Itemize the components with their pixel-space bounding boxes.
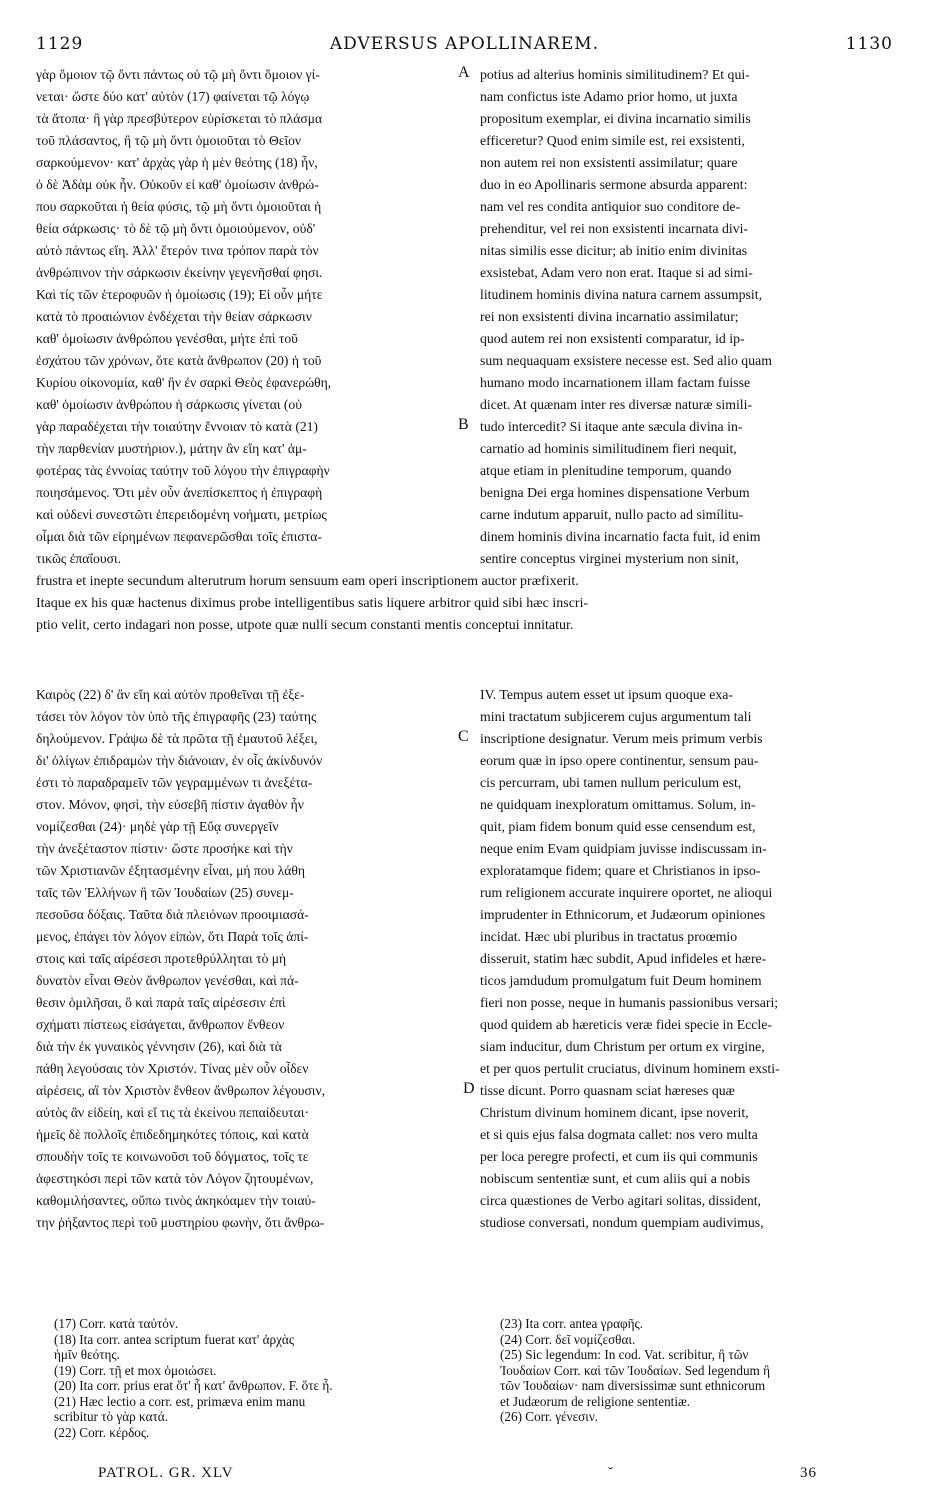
greek-text-line: σαρκούμενον· κατ' ἀρχὰς γὰρ ἡ μὲν θεότης (18) ἦν, bbox=[36, 155, 318, 170]
latin-text-line: efficeretur? Quod enim simile est, rei exsistenti, bbox=[480, 133, 745, 148]
latin-text-line: dicet. At quænam inter res diversæ naturæ simili- bbox=[480, 397, 753, 412]
latin-text-line: Itaque ex his quæ hactenus diximus probe intelligentibus satis liquere arbitror quid sibi hæc inscri- bbox=[36, 596, 589, 611]
footnote-line: (25) Sic legendum: In cod. Vat. scribitur, ἢ τῶν bbox=[500, 1347, 749, 1362]
latin-text-line: disseruit, statim hæc subdit, Apud infideles et hære- bbox=[480, 951, 767, 966]
greek-column-section-2 bbox=[36, 684, 456, 1234]
footnote-line: (19) Corr. τῇ et mox ὁμοιώσει. bbox=[54, 1362, 217, 1378]
greek-text-line: ἀνθρώπινον τὴν σάρκωσιν ἐκείνην γεγενῆσθαί φησι. bbox=[36, 265, 323, 280]
latin-text-line: IV. Tempus autem esset ut ipsum quoque exa- bbox=[480, 687, 733, 702]
footnote-line: (20) Ita corr. prius erat ὅτ' ἦ κατ' ἄνθρωπον. F. ὅτε ἦ. bbox=[54, 1378, 333, 1393]
greek-text-line: στοις καὶ ταῖς αἱρέσεσι προτεθρύλληται τὸ μὴ bbox=[36, 951, 287, 966]
greek-text-line: νομίζεσθαι (24)· μηδὲ γὰρ τῇ Εὔᾳ συνεργεῖν bbox=[36, 819, 279, 834]
greek-text-line: αὐτὸ πάντως εἴη. Ἀλλ' ἕτερόν τινα τρόπον παρὰ τὸν bbox=[36, 243, 319, 258]
greek-text-line: ταῖς τῶν Ἑλλήνων ἢ τῶν Ἰουδαίων (25) συνεμ- bbox=[36, 885, 294, 900]
greek-text-line: Καιρὸς (22) δ' ἂν εἴη καὶ αὐτὸν προθεῖναι τῇ ἐξε- bbox=[36, 687, 305, 702]
greek-text-line: κατὰ τὸ προαιώνιον ἐνδέχεται τὴν θείαν σάρκωσιν bbox=[36, 309, 312, 324]
footnote-line: (18) Ita corr. antea scriptum fuerat κατ' ἀρχὰς bbox=[54, 1331, 295, 1347]
latin-text-line: rei non exsistenti divina incarnatio assimilatur; bbox=[480, 309, 739, 324]
latin-text-line: incidat. Hæc ubi pluribus in tractatus proœmio bbox=[480, 929, 738, 944]
latin-text-line: duo in eo Apollinaris sermone absurda apparent: bbox=[480, 177, 748, 192]
latin-text-line: rum religionem accurate inquirere oportet, ne alioqui bbox=[480, 885, 773, 900]
latin-text-line: sentire conceptus virginei mysterium non sinit, bbox=[480, 551, 739, 566]
margin-marker-b: B bbox=[458, 416, 469, 433]
greek-text-line: τῶν Χριστιανῶν ἐξητασμένην εἶναι, μή που λάθη bbox=[36, 863, 306, 878]
footnote-line: et Judæorum de religione sententiæ. bbox=[500, 1393, 691, 1409]
greek-text-line: δηλούμενον. Γράψω δὲ τὰ πρῶτα τῇ ἐμαυτοῦ λέξει, bbox=[36, 731, 318, 746]
greek-text-line: Καὶ τίς τῶν ἑτεροφυῶν ἡ ὁμοίωσις (19); Εἰ οὖν μήτε bbox=[36, 287, 323, 302]
latin-text-line: litudinem hominis divina natura carnem assumpsit, bbox=[480, 287, 763, 302]
greek-text-line: καθομιλήσαντες, οὔπω τινὸς ἀκηκόαμεν τὴν τοιαύ- bbox=[36, 1193, 316, 1208]
latin-text-line: humano modo incarnationem illam factam fuisse bbox=[480, 375, 751, 390]
footnotes-left bbox=[54, 1316, 474, 1440]
latin-text-line: carne indutum apparuit, nullo pacto ad simílitu- bbox=[480, 507, 744, 522]
greek-text-line: τοῦ πλάσαντος, ἢ τῷ μὴ ὄντι ὁμοιοῦται τὸ Θεῖον bbox=[36, 133, 302, 148]
greek-column-section-1 bbox=[36, 64, 456, 570]
latin-text-line: et per quos pertulit cruciatus, divinum hominem exsti- bbox=[480, 1061, 780, 1076]
footnote-line: Ἰουδαίων Corr. καὶ τῶν Ἰουδαίων. Sed legendum ἢ bbox=[500, 1362, 771, 1378]
margin-marker-d: D bbox=[463, 1080, 475, 1097]
greek-text-line: μενος, ἐπάγει τὸν λόγον εἰπὼν, ὅτι Παρὰ τοῖς ἀπί- bbox=[36, 929, 309, 944]
greek-text-line: αἱρέσεις, αἳ τὸν Χριστὸν ἔνθεον ἄνθρωπον λέγουσιν, bbox=[36, 1083, 326, 1098]
greek-text-line: Κυρίου οἰκονομία, καθ' ἣν ἐν σαρκὶ Θεὸς ἐφανερώθη, bbox=[36, 375, 332, 390]
latin-text-line: benigna Dei erga homines dispensatione Verbum bbox=[480, 485, 750, 500]
latin-text-line: nam confictus iste Adamo prior homo, ut juxta bbox=[480, 89, 738, 104]
latin-text-line: fieri non posse, neque in humanis passionibus versari; bbox=[480, 995, 779, 1010]
latin-text-line: inscriptione designatur. Verum meis primum verbis bbox=[480, 731, 763, 746]
greek-text-line: νεται· ὥστε δύο κατ' αὐτὸν (17) φαίνεται τῷ λόγῳ bbox=[36, 89, 310, 104]
greek-text-line: γὰρ παραδέχεται τὴν τοιαύτην ἔννοιαν τὸ κατὰ (21) bbox=[36, 419, 318, 434]
column-number-left: 1129 bbox=[36, 34, 84, 54]
latin-text-line: nitas similis esse dicitur; ab initio enim divinitas bbox=[480, 243, 748, 258]
greek-text-line: τὰ ἄτοπα· ἢ γὰρ πρεσβύτερον εὑρίσκεται τὸ πλάσμα bbox=[36, 111, 323, 126]
signature-number: 36 bbox=[800, 1465, 817, 1481]
latin-text-line: ne quidquam inexploratum omittamus. Solum, in- bbox=[480, 797, 756, 812]
greek-text-line: τάσει τὸν λόγον τὸν ὑπὸ τῆς ἐπιγραφῆς (23) ταύτης bbox=[36, 709, 317, 724]
footnote-line: τῶν Ἰουδαίων· nam diversissimæ sunt ethnicorum bbox=[500, 1378, 766, 1393]
greek-text-line: πεσοῦσα δόξαις. Ταῦτα διὰ πλειόνων προοιμιασά- bbox=[36, 907, 309, 922]
latin-text-line: neque enim Evam quidpiam juvisse indiscussam in- bbox=[480, 841, 767, 856]
latin-text-line: siam inducitur, dum Christum per ortum ex virgine, bbox=[480, 1039, 765, 1054]
margin-marker-a: A bbox=[458, 64, 470, 81]
footnote-line: (22) Corr. κέρδος. bbox=[54, 1424, 150, 1440]
latin-text-line: potius ad alterius hominis similitudinem? Et qui- bbox=[480, 67, 750, 82]
latin-column-section-2 bbox=[480, 684, 890, 1234]
greek-text-line: δυνατὸν εἶναι Θεὸν ἄνθρωπον γενέσθαι, καὶ πά- bbox=[36, 973, 299, 988]
latin-text-line: atque etiam in plenitudine temporum, quando bbox=[480, 463, 732, 478]
latin-text-line: carnatio ad hominis similitudinem fieri nequit, bbox=[480, 441, 737, 456]
greek-text-line: στον. Μόνον, φησὶ, τὴν εὐσεβῆ πίστιν ἀγαθὸν ἦν bbox=[36, 797, 304, 812]
greek-text-line: ὁ δὲ Ἀδὰμ οὐκ ἦν. Οὐκοῦν εἰ καθ' ὁμοίωσιν ἀνθρώ- bbox=[36, 177, 319, 192]
latin-text-line: tisse dicunt. Porro quasnam sciat hæreses quæ bbox=[480, 1083, 735, 1098]
latin-text-line: exploratamque fidem; quare et Christianos in ipso- bbox=[480, 863, 761, 878]
greek-text-line: που σαρκοῦται ἡ θεία φύσις, τῷ μὴ ὄντι ὁμοιοῦται ἡ bbox=[36, 199, 322, 214]
latin-text-line: cis percurram, ubi tamen nullum periculum est, bbox=[480, 775, 742, 790]
page-footer bbox=[98, 1465, 817, 1489]
greek-text-line: ἐσχάτου τῶν χρόνων, ὅτε κατὰ ἄνθρωπον (20) ἡ τοῦ bbox=[36, 353, 322, 368]
greek-text-line: την ῥήξαντος περὶ τοῦ μυστηρίου φωνὴν, ὅτι ἄνθρω- bbox=[36, 1215, 325, 1230]
latin-text-line: quod quidem ab hæreticis veræ fidei specie in Eccle- bbox=[480, 1017, 772, 1032]
running-title: ADVERSUS APOLLINAREM. bbox=[329, 34, 600, 54]
greek-text-line: καθ' ὁμοίωσιν ἀνθρώπου γενέσθαι, μήτε ἐπὶ τοῦ bbox=[36, 331, 298, 346]
footnote-line: (23) Ita corr. antea γραφῆς. bbox=[500, 1316, 644, 1331]
footnote-line: scribitur τὸ γὰρ κατά. bbox=[54, 1409, 168, 1424]
latin-text-line: prehenditur, vel rei non exsistenti incarnata divi- bbox=[480, 221, 749, 236]
greek-text-line: ἀφεστηκόσι περὶ τῶν κατὰ τὸν Λόγον ζητουμένων, bbox=[36, 1171, 314, 1186]
greek-text-line: ἡμεῖς δὲ πολλοῖς ἐπιδεδημηκότες τόποις, καὶ κατὰ bbox=[36, 1127, 309, 1142]
greek-text-line: θεσιν ὁμιλῆσαι, ὃ καὶ παρὰ ταῖς αἱρέσεσιν ἐπὶ bbox=[36, 995, 286, 1010]
footnote-line: (21) Hæc lectio a corr. est, primæva enim manu bbox=[54, 1393, 306, 1409]
latin-text-line: imprudenter in Ethnicorum, et Judæorum opiniones bbox=[480, 907, 766, 922]
greek-text-line: σχήματι πίστεως εἰσάγεται, ἄνθρωπον ἔνθεον bbox=[36, 1017, 285, 1032]
greek-text-line: καὶ οὐδενὶ συνεστῶτι ἐπερειδομένη νοήματι, μετρίως bbox=[36, 507, 327, 522]
footnote-line: (26) Corr. γένεσιν. bbox=[500, 1409, 599, 1424]
latin-text-line: circa quæstiones de Verbo agitari solitas, dissident, bbox=[480, 1193, 761, 1208]
latin-text-line: non autem rei non exsistenti assimilatur; quare bbox=[480, 155, 738, 170]
latin-text-line: quod autem rei non exsistenti comparatur, id ip- bbox=[480, 331, 745, 346]
latin-text-line: sum nequaquam exsistere necesse est. Sed alio quam bbox=[480, 353, 772, 368]
latin-text-line: dinem hominis divina incarnatio facta fuit, id enim bbox=[480, 529, 761, 544]
latin-text-line: Christum divinum hominem dicant, ipse noverit, bbox=[480, 1105, 749, 1120]
greek-text-line: τὴν ἀνεξέταστον πίστιν· ὥστε προσήκε καὶ τὴν bbox=[36, 841, 293, 856]
greek-text-line: ἐστι τὸ παραδραμεῖν τῶν γεγραμμένων τι ἀνεξέτα- bbox=[36, 775, 313, 790]
greek-text-line: πάθη λεγούσαις τὸν Χριστόν. Τίνας μὲν οὖν οἶδεν bbox=[36, 1061, 309, 1076]
margin-marker-c: C bbox=[458, 728, 469, 745]
greek-text-line: καθ' ὁμοίωσιν ἀνθρώπου ἡ σάρκωσις γίνεται (οὐ bbox=[36, 397, 302, 412]
latin-text-line: tudo intercedit? Si itaque ante sæcula divina in- bbox=[480, 419, 743, 434]
latin-text-line: nam vel res condita antiquior suo conditore de- bbox=[480, 199, 741, 214]
footnote-line: (17) Corr. κατὰ ταὐτόν. bbox=[54, 1316, 179, 1331]
greek-text-line: φοτέρας τὰς ἐννοίας ταύτην τοῦ λόγου τὴν ἐπιγραφὴν bbox=[36, 463, 330, 478]
latin-text-line: frustra et inepte secundum alterutrum horum sensuum eam operi inscriptionem auctor præfixerit. bbox=[36, 574, 579, 589]
latin-full-width-continuation bbox=[36, 571, 891, 637]
footnote-line: ἡμῖν θεότης. bbox=[54, 1347, 120, 1362]
footer-mark: ˘ bbox=[608, 1465, 614, 1481]
latin-text-line: quit, piam fidem bonum quid esse censendum est, bbox=[480, 819, 756, 834]
greek-text-line: τικῶς ἐπαΐουσι. bbox=[36, 551, 121, 566]
greek-text-line: ποιησάμενος. Ὅτι μὲν οὖν ἀνεπίσκεπτος ἡ ἐπιγραφὴ bbox=[36, 485, 323, 500]
latin-text-line: ticos jamdudum promulgatum fuit Deum hominem bbox=[480, 973, 762, 988]
footer-volume: PATROL. GR. XLV bbox=[98, 1465, 234, 1481]
greek-text-line: γὰρ ὅμοιον τῷ ὄντι πάντως οὐ τῷ μὴ ὄντι ὅμοιον γί- bbox=[36, 67, 320, 82]
column-number-right: 1130 bbox=[845, 34, 893, 54]
greek-text-line: αὐτὸς ἂν εἰδείη, καὶ εἴ τις τὰ ἐκείνου πεπαίδευται· bbox=[36, 1105, 309, 1120]
latin-text-line: eorum quæ in ipso opere continentur, sensum pau- bbox=[480, 753, 759, 768]
latin-text-line: nobiscum sententiæ sunt, et cum aliis qui a nobis bbox=[480, 1171, 751, 1186]
latin-text-line: mini tractatum subjicerem cujus argumentum tali bbox=[480, 709, 752, 724]
latin-text-line: studiose conversati, nondum quempiam audivimus, bbox=[480, 1215, 764, 1230]
latin-column-section-1 bbox=[480, 64, 890, 570]
greek-text-line: διὰ τὴν ἐκ γυναικὸς γέννησιν (26), καὶ διὰ τὰ bbox=[36, 1039, 282, 1054]
running-header bbox=[36, 34, 893, 58]
greek-text-line: θεία σάρκωσις· τὸ δὲ τῷ μὴ ὄντι ὁμοιούμενον, οὐδ' bbox=[36, 221, 316, 236]
footnote-line: (24) Corr. δεῖ νομίζεσθαι. bbox=[500, 1331, 636, 1347]
greek-text-line: δι' ὀλίγων ἐπιδραμὼν τὴν διάνοιαν, ἐν οἷς ἀκίνδυνόν bbox=[36, 753, 323, 768]
latin-text-line: exsistebat, Adam vero non erat. Itaque si ad simi- bbox=[480, 265, 753, 280]
footnotes-right bbox=[500, 1316, 900, 1425]
latin-text-line: propositum exemplar, ei divina incarnatio similis bbox=[480, 111, 751, 126]
latin-text-line: per loca peregre profecti, et cum iis qui communis bbox=[480, 1149, 758, 1164]
latin-text-line: ptio velit, certo indagari non posse, utpote quæ nulli secum constanti mentis conceptui innitatur. bbox=[36, 618, 574, 633]
greek-text-line: οἶμαι διὰ τῶν εἰρημένων πεφανερῶσθαι τοῖς ἐπιστα- bbox=[36, 529, 322, 544]
greek-text-line: τὴν παρθενίαν μυστήριον.), μάτην ἂν εἴη κατ' ἀμ- bbox=[36, 441, 307, 456]
latin-text-line: et si quis ejus falsa dogmata callet: nos vero multa bbox=[480, 1127, 758, 1142]
greek-text-line: σπουδὴν τοῖς τε κοινωνοῦσι τοῦ δόγματος, τοῖς τε bbox=[36, 1149, 309, 1164]
